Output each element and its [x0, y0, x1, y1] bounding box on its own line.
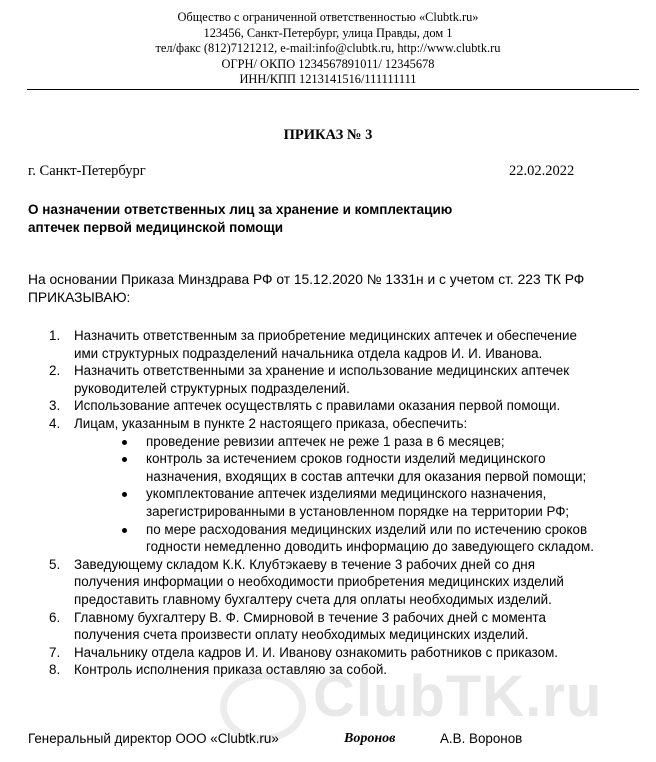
- bullet-icon: [122, 528, 127, 533]
- order-basis: [28, 271, 584, 307]
- bullet-text-line: проведение ревизии аптечек не реже 1 раза в 6 месяцев;: [146, 433, 505, 449]
- item-number: 3.: [49, 398, 61, 414]
- list-item: [0, 397, 656, 415]
- item-number: 2.: [49, 363, 61, 379]
- signatory-name: А.В. Воронов: [440, 731, 523, 746]
- item-text-line: получения счета произвести оплату необходимых медицинских изделий.: [74, 627, 529, 643]
- item-number: 1.: [49, 328, 61, 343]
- list-item: [0, 415, 656, 433]
- basis-line: На основании Приказа Минздрава РФ от 15.12.2020 № 1331н и с учетом ст. 223 ТК РФ: [28, 272, 585, 287]
- order-items-list: [0, 327, 656, 679]
- list-item: [0, 556, 656, 609]
- order-date: 22.02.2022: [509, 163, 575, 179]
- item-text-line: Назначить ответственными за хранение и использование медицинских аптечек: [74, 363, 570, 379]
- item-text-line: Лицам, указанным в пункте 2 настоящего приказа, обеспечить:: [74, 415, 468, 431]
- bullet-item: [0, 485, 656, 520]
- item-text-line: Назначить ответственным за приобретение медицинских аптечек и обеспечение: [74, 328, 577, 343]
- item-text-line: Контроль исполнения приказа оставляю за собой.: [74, 662, 388, 678]
- subject-line: аптечек первой медицинской помощи: [28, 219, 284, 235]
- order-subject: [28, 201, 452, 236]
- list-item: [0, 327, 656, 362]
- item-text-line: ими структурных подразделений начальника отдела кадров И. И. Иванова.: [74, 345, 543, 361]
- org-contacts: тел/факс (812)7121212, e-mail:info@clubtk.ru, http://www.clubtk.ru: [155, 41, 501, 55]
- item-number: 7.: [49, 644, 61, 660]
- item-number: 5.: [49, 556, 61, 572]
- bullet-item: [0, 433, 656, 451]
- org-address: 123456, Санкт-Петербург, улица Правды, дом 1: [203, 25, 453, 40]
- list-item: [0, 362, 656, 397]
- org-name: Общество с ограниченной ответственностью «Clubtk.ru»: [177, 10, 479, 24]
- order-title: ПРИКАЗ № 3: [283, 127, 373, 143]
- signatory-position: Генеральный директор ООО «Clubtk.ru»: [28, 731, 279, 746]
- item-text-line: Использование аптечек осуществлять с правилами оказания первой помощи.: [74, 398, 561, 414]
- item-number: 8.: [49, 662, 61, 678]
- bullet-text-line: назначения, входящих в состав аптечки для оказания первой помощи;: [146, 468, 587, 484]
- basis-line: ПРИКАЗЫВАЮ:: [28, 290, 131, 305]
- item-text-line: предоставить главному бухгалтеру счета для оплаты необходимых изделий.: [74, 591, 552, 607]
- order-city: г. Санкт-Петербург: [28, 163, 146, 179]
- bullet-text-line: укомплектование аптечек изделиями медицинского назначения,: [146, 486, 547, 502]
- bullet-text-line: годности немедленно доводить информацию до заведующего складом.: [146, 539, 594, 555]
- bullet-text-line: зарегистрированными в установленном порядке на территории РФ;: [146, 503, 570, 519]
- bullet-icon: [122, 440, 127, 445]
- list-item: [0, 644, 656, 662]
- item-text-line: руководителей структурных подразделений.: [74, 380, 350, 396]
- bullet-icon: [122, 457, 127, 462]
- header-divider: [27, 89, 639, 90]
- bullet-text-line: по мере расходования медицинских изделий или по истечению сроков: [146, 521, 588, 537]
- subject-line: О назначении ответственных лиц за хранение и комплектацию: [28, 202, 453, 217]
- bullet-item: [0, 521, 656, 556]
- bullet-text-line: контроль за истечением сроков годности изделий медицинского: [146, 451, 546, 467]
- bullet-item: [0, 450, 656, 485]
- org-ogrn-okpo: ОГРН/ ОКПО 1234567891011/ 12345678: [221, 56, 435, 71]
- letterhead: [0, 10, 656, 88]
- item-text-line: получения информации о необходимости приобретения медицинских изделий: [74, 574, 564, 590]
- item-text-line: Главному бухгалтеру В. Ф. Смирновой в течение 3 рабочих дней с момента: [74, 609, 546, 625]
- bullet-icon: [122, 492, 127, 497]
- list-item: [0, 609, 656, 644]
- item-number: 6.: [49, 609, 61, 625]
- signature: Воронов: [344, 731, 396, 746]
- org-inn-kpp: ИНН/КПП 1213141516/111111111: [239, 72, 417, 86]
- item-number: 4.: [49, 415, 61, 431]
- item-text-line: Заведующему складом К.К. Клубтэкаеву в течение 3 рабочих дней со дня: [74, 556, 535, 572]
- item-text-line: Начальнику отдела кадров И. И. Иванову ознакомить работников с приказом.: [74, 644, 559, 660]
- watermark: ClubTK.ru: [313, 664, 603, 729]
